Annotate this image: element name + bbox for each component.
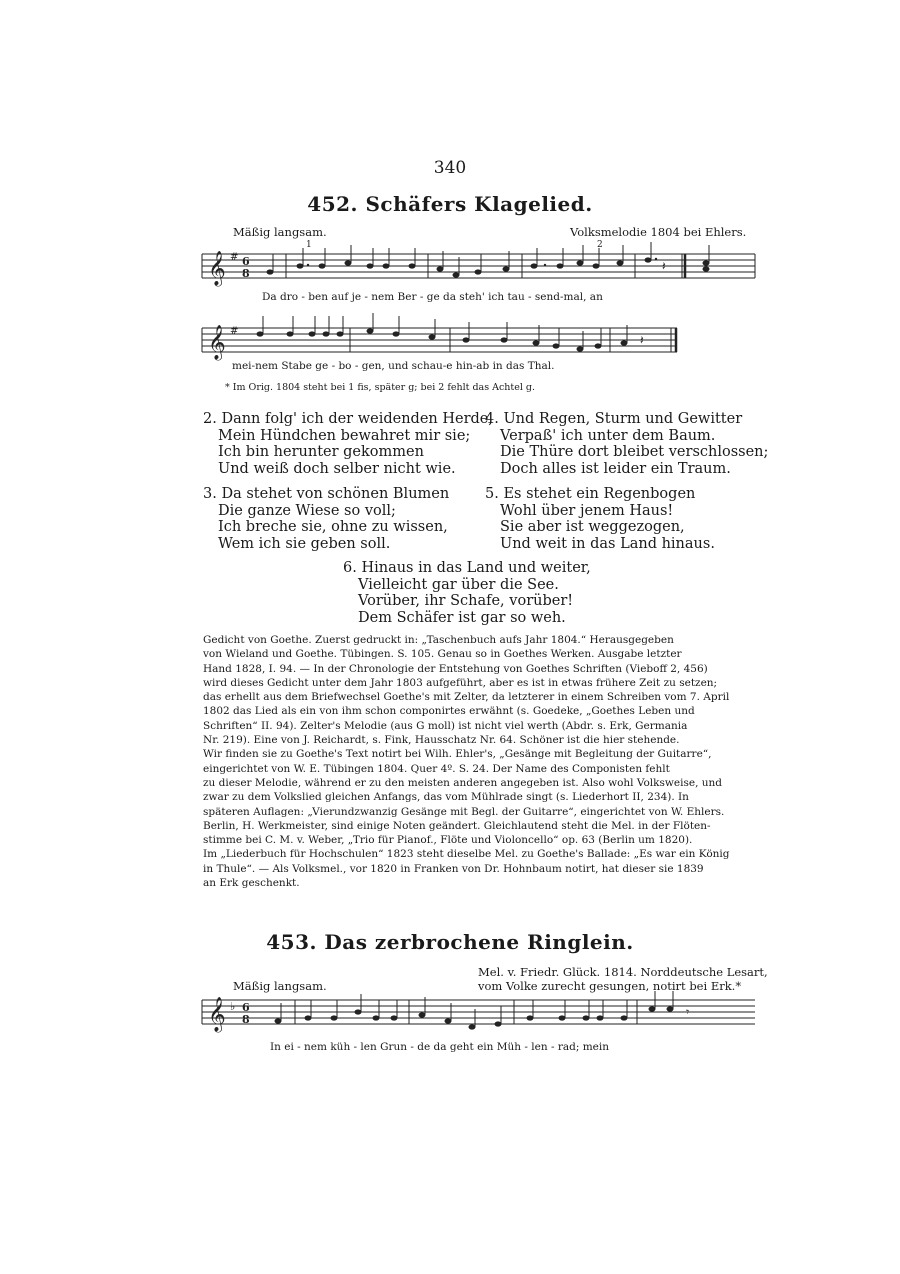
- svg-text:6: 6: [242, 255, 250, 268]
- stanza-2-line-2: Mein Hündchen bewahret mir sie;: [218, 427, 471, 444]
- stanza-4-line-3: Die Thüre dort bleibet verschlossen;: [500, 444, 769, 460]
- svg-text:8: 8: [242, 267, 250, 280]
- song-452-lyrics-line-1: Da dro - ben auf je - nem Ber - ge da steh' ich tau - send-mal, an: [262, 291, 603, 303]
- stanza-3-line-1: 3. Da stehet von schönen Blumen: [203, 486, 450, 502]
- song-453-source-line-2: vom Volke zurecht gesungen, notirt bei Erk.*: [478, 979, 742, 993]
- commentary-line: eingerichtet von W. E. Tübingen 1804. Quer 4º. S. 24. Der Name des Componisten fehlt: [203, 762, 670, 775]
- svg-text:#: #: [230, 252, 239, 263]
- song-452-footnote: * Im Orig. 1804 steht bei 1 fis, später g; bei 2 fehlt das Achtel g.: [225, 382, 536, 393]
- stanza-3-line-3: Ich breche sie, ohne zu wissen,: [218, 519, 448, 535]
- stanza-4: [485, 411, 768, 477]
- page-number: 340: [433, 158, 467, 178]
- commentary-line: Gedicht von Goethe. Zuerst gedruckt in: „Taschenbuch aufs Jahr 1804.“ Herausgegeben: [203, 634, 674, 646]
- commentary-line: das erhellt aus dem Briefwechsel Goethe's mit Zelter, da letzterer in einem Schreiben vom 7. April: [203, 691, 730, 704]
- stanza-6-line-4: Dem Schäfer ist gar so weh.: [358, 609, 566, 626]
- stanza-5-line-1: 5. Es stehet ein Regenbogen: [485, 486, 696, 502]
- song-453-source-line-1: Mel. v. Friedr. Glück. 1814. Norddeutsche Lesart,: [478, 965, 768, 979]
- stanza-4-line-1: 4. Und Regen, Sturm und Gewitter: [485, 411, 743, 427]
- commentary-line: Berlin, H. Werkmeister, sind einige Noten geändert. Gleichlautend steht die Mel. in der Flöten-: [203, 819, 711, 832]
- commentary-line: in Thule“. — Als Volksmel., vor 1820 in Franken von Dr. Hohnbaum notirt, hat dieser sie 1839: [203, 862, 704, 875]
- song-452-melody-source: Volksmelodie 1804 bei Ehlers.: [570, 225, 747, 239]
- stanza-3: [203, 486, 449, 552]
- svg-text:6: 6: [242, 1001, 250, 1014]
- svg-text:𝄞: 𝄞: [208, 997, 226, 1032]
- svg-text:2: 2: [597, 240, 603, 250]
- commentary-line: von Wieland und Goethe. Tübingen. S. 105. Genau so in Goethes Werken. Ausgabe letzter: [203, 648, 682, 661]
- stanza-3-line-4: Wem ich sie geben soll.: [218, 535, 391, 552]
- commentary-line: zu dieser Melodie, während er zu den meisten anderen angegeben ist. Also wohl Volksweise, und: [203, 776, 723, 789]
- stanza-4-line-4: Doch alles ist leider ein Traum.: [500, 460, 731, 477]
- commentary-line: Nr. 219). Eine von J. Reichardt, s. Fink, Hausschatz Nr. 64. Schöner ist die hier stehende.: [203, 734, 680, 747]
- commentary-line: Schriften“ II. 94). Zelter's Melodie (aus G moll) ist nicht viel werth (Abdr. s. Erk, Germania: [203, 719, 688, 732]
- staff-452-line-1: [200, 236, 760, 296]
- stanza-6: [343, 560, 591, 626]
- svg-text:1: 1: [306, 240, 312, 250]
- commentary-line: an Erk geschenkt.: [203, 877, 300, 890]
- commentary-line: Wir finden sie zu Goethe's Text notirt bei Wilh. Ehler's, „Gesänge mit Begleitung der Guitarre“,: [203, 748, 712, 761]
- commentary-line: 1802 das Lied als ein von ihm schon componirtes erwähnt (s. Goedeke, „Goethes Leben und: [203, 705, 695, 718]
- commentary-line: stimme bei C. M. v. Weber, „Trio für Pianof., Flöte und Violoncello“ op. 63 (Berlin um 1820).: [203, 834, 693, 847]
- stanza-2: [203, 411, 493, 477]
- stanza-5-line-4: Und weit in das Land hinaus.: [500, 535, 715, 552]
- song-453-title: 453. Das zerbrochene Ringlein.: [266, 930, 634, 954]
- svg-text:𝄽: 𝄽: [640, 333, 644, 347]
- svg-text:♭: ♭: [230, 1000, 236, 1013]
- stanza-6-line-2: Vielleicht gar über die See.: [358, 576, 559, 593]
- stanza-3-line-2: Die ganze Wiese so voll;: [218, 502, 396, 519]
- svg-text:#: #: [230, 326, 239, 337]
- commentary-line: Hand 1828, I. 94. — In der Chronologie der Entstehung von Goethes Schriften (Vieboff 2, 456): [203, 662, 708, 675]
- song-452-tempo: Mäßig langsam.: [233, 225, 327, 239]
- stanza-5-line-2: Wohl über jenem Haus!: [500, 502, 674, 519]
- song-453-tempo: Mäßig langsam.: [233, 979, 327, 993]
- svg-text:𝄞: 𝄞: [208, 325, 226, 360]
- stanza-5-line-3: Sie aber ist weggezogen,: [500, 519, 685, 535]
- commentary-line: zwar zu dem Volkslied gleichen Anfangs, das vom Mühlrade singt (s. Liederhort II, 234). In: [203, 791, 689, 804]
- song-452-commentary: [203, 633, 751, 890]
- svg-text:𝄽: 𝄽: [662, 259, 666, 273]
- svg-text:𝄾: 𝄾: [686, 1005, 690, 1019]
- song-452-title: 452. Schäfers Klagelied.: [307, 192, 593, 216]
- svg-text:𝄞: 𝄞: [208, 251, 226, 286]
- commentary-line: Im „Liederbuch für Hochschulen“ 1823 steht dieselbe Mel. zu Goethe's Ballade: „Es war ein König: [203, 848, 730, 861]
- commentary-line: späteren Auflagen: „Vierundzwanzig Gesänge mit Begl. der Guitarre“, eingerichtet von W. Ehlers.: [203, 805, 725, 818]
- stanza-6-line-1: 6. Hinaus in das Land und weiter,: [343, 560, 591, 576]
- stanza-2-line-1: 2. Dann folg' ich der weidenden Herde,: [203, 411, 493, 427]
- song-452-lyrics-line-2: mei-nem Stabe ge - bo - gen, und schau-e hin-ab in das Thal.: [232, 360, 555, 372]
- svg-text:8: 8: [242, 1013, 250, 1026]
- stanza-5: [485, 486, 715, 552]
- staff-453-line-1: [200, 990, 760, 1040]
- stanza-2-line-4: Und weiß doch selber nicht wie.: [218, 460, 456, 477]
- stanza-4-line-2: Verpaß' ich unter dem Baum.: [500, 427, 716, 444]
- stanza-2-line-3: Ich bin herunter gekommen: [218, 444, 424, 460]
- song-453-lyrics-line-1: In ei - nem küh - len Grun - de da geht ein Müh - len - rad; mein: [270, 1041, 609, 1053]
- commentary-line: wird dieses Gedicht unter dem Jahr 1803 aufgeführt, aber es ist in etwas frühere Zeit zu setzen;: [203, 676, 718, 689]
- stanza-6-line-3: Vorüber, ihr Schafe, vorüber!: [358, 593, 574, 609]
